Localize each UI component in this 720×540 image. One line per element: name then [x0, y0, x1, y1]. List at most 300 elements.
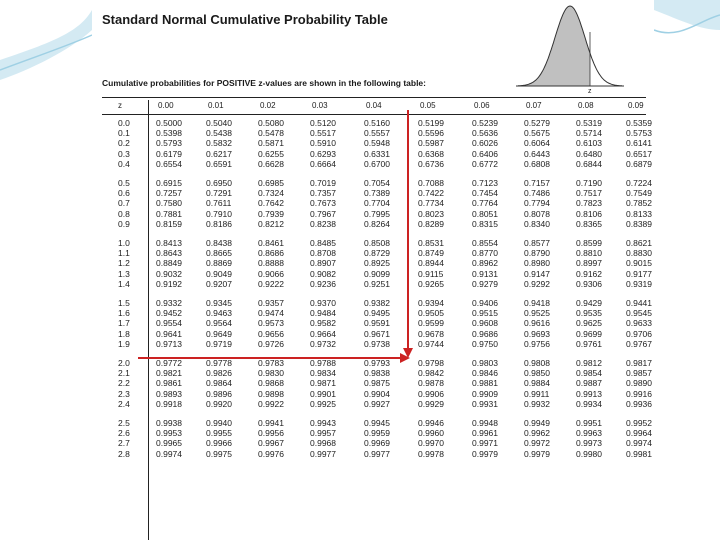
probability-cell: 0.7764: [472, 198, 498, 209]
column-header: 0.02: [260, 101, 276, 110]
probability-cell: 0.7257: [156, 188, 182, 199]
probability-cell: 0.7642: [258, 198, 284, 209]
probability-cell: 0.9222: [258, 278, 284, 289]
probability-cell: 0.9582: [310, 318, 336, 329]
probability-cell: 0.9884: [524, 378, 550, 389]
probability-cell: 0.5438: [206, 128, 232, 139]
probability-cell: 0.5279: [524, 118, 550, 128]
probability-cell: 0.8389: [626, 218, 652, 229]
probability-cell: 0.9484: [310, 308, 336, 319]
probability-cell: 0.9633: [626, 318, 652, 329]
probability-cell: 0.9821: [156, 368, 182, 379]
probability-cell: 0.9370: [310, 298, 336, 308]
probability-cell: 0.9861: [156, 378, 182, 389]
probability-cell: 0.9162: [576, 268, 602, 279]
probability-cell: 0.6443: [524, 148, 550, 159]
probability-cell: 0.9788: [310, 358, 336, 368]
probability-cell: 0.6844: [576, 158, 602, 169]
table-row: [102, 338, 652, 349]
probability-cell: 0.9082: [310, 268, 336, 279]
probability-cell: 0.8133: [626, 208, 652, 219]
table-row: [102, 328, 652, 339]
probability-cell: 0.9976: [258, 448, 284, 459]
table-row: [102, 398, 652, 409]
z-value-cell: 2.7: [118, 438, 130, 449]
z-value-cell: 2.8: [118, 448, 130, 459]
probability-cell: 0.9656: [258, 328, 284, 339]
z-value-cell: 2.4: [118, 398, 130, 409]
probability-cell: 0.9015: [626, 258, 652, 269]
probability-cell: 0.9429: [576, 298, 602, 308]
probability-cell: 0.9591: [364, 318, 390, 329]
probability-cell: 0.9719: [206, 338, 232, 349]
probability-cell: 0.9474: [258, 308, 284, 319]
probability-cell: 0.9147: [524, 268, 550, 279]
probability-cell: 0.9959: [364, 428, 390, 439]
probability-cell: 0.9767: [626, 338, 652, 349]
probability-cell: 0.8729: [364, 248, 390, 259]
probability-cell: 0.9938: [156, 418, 182, 428]
probability-cell: 0.8078: [524, 208, 550, 219]
probability-cell: 0.9952: [626, 418, 652, 428]
probability-cell: 0.9535: [576, 308, 602, 319]
probability-cell: 0.9826: [206, 368, 232, 379]
probability-cell: 0.8577: [524, 238, 550, 248]
column-header: 0.07: [526, 101, 542, 110]
probability-cell: 0.9545: [626, 308, 652, 319]
table-row: [102, 298, 652, 308]
probability-cell: 0.5675: [524, 128, 550, 139]
probability-cell: 0.6179: [156, 148, 182, 159]
probability-cell: 0.9909: [472, 388, 498, 399]
probability-cell: 0.6331: [364, 148, 390, 159]
probability-cell: 0.9953: [156, 428, 182, 439]
table-row: [102, 428, 652, 439]
z-value-cell: 2.1: [118, 368, 130, 379]
probability-cell: 0.9904: [364, 388, 390, 399]
probability-cell: 0.9793: [364, 358, 390, 368]
probability-cell: 0.9927: [364, 398, 390, 409]
table-row: [102, 268, 652, 279]
probability-cell: 0.8980: [524, 258, 550, 269]
table-row: [102, 438, 652, 449]
probability-cell: 0.9979: [472, 448, 498, 459]
probability-cell: 0.6915: [156, 178, 182, 188]
probability-cell: 0.5517: [310, 128, 336, 139]
probability-cell: 0.9881: [472, 378, 498, 389]
probability-cell: 0.7704: [364, 198, 390, 209]
probability-cell: 0.7517: [576, 188, 602, 199]
probability-cell: 0.5239: [472, 118, 498, 128]
probability-cell: 0.9922: [258, 398, 284, 409]
table-row: [102, 258, 652, 269]
table-row: [102, 418, 652, 428]
probability-cell: 0.8051: [472, 208, 498, 219]
probability-cell: 0.6293: [310, 148, 336, 159]
z-value-cell: 2.0: [118, 358, 130, 368]
probability-cell: 0.9890: [626, 378, 652, 389]
probability-cell: 0.5910: [310, 138, 336, 149]
probability-cell: 0.9857: [626, 368, 652, 379]
probability-cell: 0.8830: [626, 248, 652, 259]
probability-cell: 0.9756: [524, 338, 550, 349]
probability-cell: 0.9265: [418, 278, 444, 289]
probability-cell: 0.8962: [472, 258, 498, 269]
probability-cell: 0.5753: [626, 128, 652, 139]
probability-cell: 0.5948: [364, 138, 390, 149]
bell-curve-icon: [512, 2, 627, 94]
probability-cell: 0.9846: [472, 368, 498, 379]
probability-cell: 0.9932: [524, 398, 550, 409]
table-subtitle: Cumulative probabilities for POSITIVE z-values are shown in the following table:: [102, 78, 426, 88]
probability-cell: 0.8925: [364, 258, 390, 269]
probability-cell: 0.9131: [472, 268, 498, 279]
probability-cell: 0.8643: [156, 248, 182, 259]
probability-cell: 0.9941: [258, 418, 284, 428]
probability-cell: 0.9834: [310, 368, 336, 379]
probability-cell: 0.9934: [576, 398, 602, 409]
probability-cell: 0.9972: [524, 438, 550, 449]
probability-cell: 0.9738: [364, 338, 390, 349]
probability-cell: 0.9345: [206, 298, 232, 308]
z-value-cell: 2.2: [118, 378, 130, 389]
column-header: 0.04: [366, 101, 382, 110]
probability-cell: 0.9726: [258, 338, 284, 349]
probability-cell: 0.9525: [524, 308, 550, 319]
probability-cell: 0.9803: [472, 358, 498, 368]
table-row: [102, 388, 652, 399]
probability-cell: 0.9798: [418, 358, 444, 368]
z-value-cell: 1.2: [118, 258, 130, 269]
probability-cell: 0.9901: [310, 388, 336, 399]
probability-cell: 0.8289: [418, 218, 444, 229]
z-value-cell: 0.6: [118, 188, 130, 199]
z-value-cell: 1.8: [118, 328, 130, 339]
probability-cell: 0.9838: [364, 368, 390, 379]
probability-cell: 0.8186: [206, 218, 232, 229]
probability-cell: 0.8554: [472, 238, 498, 248]
probability-cell: 0.8790: [524, 248, 550, 259]
probability-cell: 0.5596: [418, 128, 444, 139]
table-row: [102, 208, 652, 219]
probability-cell: 0.8023: [418, 208, 444, 219]
probability-cell: 0.8708: [310, 248, 336, 259]
z-value-cell: 2.5: [118, 418, 130, 428]
probability-cell: 0.8749: [418, 248, 444, 259]
probability-cell: 0.7357: [310, 188, 336, 199]
table-row: [102, 178, 652, 188]
probability-cell: 0.9961: [472, 428, 498, 439]
probability-cell: 0.6406: [472, 148, 498, 159]
probability-cell: 0.9778: [206, 358, 232, 368]
probability-cell: 0.9920: [206, 398, 232, 409]
z-value-cell: 2.3: [118, 388, 130, 399]
probability-cell: 0.9906: [418, 388, 444, 399]
probability-cell: 0.9956: [258, 428, 284, 439]
probability-cell: 0.5832: [206, 138, 232, 149]
probability-cell: 0.7019: [310, 178, 336, 188]
z-value-cell: 0.1: [118, 128, 130, 139]
probability-cell: 0.6554: [156, 158, 182, 169]
probability-cell: 0.9977: [364, 448, 390, 459]
probability-cell: 0.9452: [156, 308, 182, 319]
z-value-cell: 1.4: [118, 278, 130, 289]
column-header: 0.06: [474, 101, 490, 110]
probability-cell: 0.9441: [626, 298, 652, 308]
column-header: 0.01: [208, 101, 224, 110]
probability-cell: 0.9616: [524, 318, 550, 329]
probability-cell: 0.7673: [310, 198, 336, 209]
table-row: [102, 278, 652, 289]
table-row: [102, 248, 652, 259]
probability-cell: 0.9965: [156, 438, 182, 449]
probability-cell: 0.7794: [524, 198, 550, 209]
probability-cell: 0.6026: [472, 138, 498, 149]
probability-cell: 0.7995: [364, 208, 390, 219]
probability-cell: 0.7580: [156, 198, 182, 209]
probability-cell: 0.9292: [524, 278, 550, 289]
probability-cell: 0.9049: [206, 268, 232, 279]
probability-cell: 0.9783: [258, 358, 284, 368]
probability-cell: 0.9599: [418, 318, 444, 329]
probability-cell: 0.9406: [472, 298, 498, 308]
probability-cell: 0.9981: [626, 448, 652, 459]
probability-cell: 0.9382: [364, 298, 390, 308]
z-value-cell: 1.0: [118, 238, 130, 248]
probability-cell: 0.5120: [310, 118, 336, 128]
probability-cell: 0.8508: [364, 238, 390, 248]
probability-cell: 0.9974: [626, 438, 652, 449]
probability-cell: 0.9943: [310, 418, 336, 428]
table-top-rule: [102, 97, 646, 98]
probability-cell: 0.9812: [576, 358, 602, 368]
probability-cell: 0.9940: [206, 418, 232, 428]
probability-cell: 0.8770: [472, 248, 498, 259]
probability-cell: 0.9929: [418, 398, 444, 409]
probability-cell: 0.9957: [310, 428, 336, 439]
probability-cell: 0.9964: [626, 428, 652, 439]
z-value-cell: 0.2: [118, 138, 130, 149]
probability-cell: 0.5080: [258, 118, 284, 128]
probability-cell: 0.9949: [524, 418, 550, 428]
probability-cell: 0.7910: [206, 208, 232, 219]
probability-cell: 0.9951: [576, 418, 602, 428]
bell-z-label: z: [588, 88, 592, 94]
probability-cell: 0.9306: [576, 278, 602, 289]
probability-cell: 0.5199: [418, 118, 444, 128]
probability-cell: 0.6950: [206, 178, 232, 188]
probability-cell: 0.9177: [626, 268, 652, 279]
probability-cell: 0.5987: [418, 138, 444, 149]
probability-cell: 0.7291: [206, 188, 232, 199]
probability-cell: 0.7734: [418, 198, 444, 209]
probability-cell: 0.9319: [626, 278, 652, 289]
table-row: [102, 188, 652, 199]
probability-cell: 0.9968: [310, 438, 336, 449]
probability-cell: 0.9750: [472, 338, 498, 349]
probability-cell: 0.9980: [576, 448, 602, 459]
probability-cell: 0.9279: [472, 278, 498, 289]
z-value-cell: 1.3: [118, 268, 130, 279]
probability-cell: 0.8849: [156, 258, 182, 269]
column-header: 0.00: [158, 101, 174, 110]
probability-cell: 0.9948: [472, 418, 498, 428]
probability-cell: 0.8159: [156, 218, 182, 229]
z-value-cell: 1.7: [118, 318, 130, 329]
probability-cell: 0.9967: [258, 438, 284, 449]
probability-cell: 0.9936: [626, 398, 652, 409]
probability-cell: 0.9898: [258, 388, 284, 399]
probability-cell: 0.6517: [626, 148, 652, 159]
page-title: Standard Normal Cumulative Probability Table: [102, 12, 388, 27]
probability-cell: 0.6879: [626, 158, 652, 169]
probability-cell: 0.9664: [310, 328, 336, 339]
probability-cell: 0.5871: [258, 138, 284, 149]
probability-cell: 0.9916: [626, 388, 652, 399]
probability-cell: 0.9706: [626, 328, 652, 339]
probability-cell: 0.7967: [310, 208, 336, 219]
probability-cell: 0.7454: [472, 188, 498, 199]
probability-cell: 0.8315: [472, 218, 498, 229]
probability-cell: 0.6808: [524, 158, 550, 169]
probability-cell: 0.9463: [206, 308, 232, 319]
probability-cell: 0.6628: [258, 158, 284, 169]
probability-cell: 0.9913: [576, 388, 602, 399]
table-body: [102, 116, 652, 540]
z-value-cell: 0.5: [118, 178, 130, 188]
probability-cell: 0.8997: [576, 258, 602, 269]
table-row: [102, 308, 652, 319]
probability-cell: 0.9878: [418, 378, 444, 389]
probability-cell: 0.8340: [524, 218, 550, 229]
probability-cell: 0.9772: [156, 358, 182, 368]
probability-cell: 0.9974: [156, 448, 182, 459]
probability-cell: 0.5478: [258, 128, 284, 139]
probability-cell: 0.7422: [418, 188, 444, 199]
probability-cell: 0.9979: [524, 448, 550, 459]
probability-cell: 0.9573: [258, 318, 284, 329]
probability-cell: 0.9945: [364, 418, 390, 428]
probability-cell: 0.9969: [364, 438, 390, 449]
probability-cell: 0.5319: [576, 118, 602, 128]
table-row: [102, 368, 652, 379]
probability-cell: 0.9931: [472, 398, 498, 409]
probability-cell: 0.9732: [310, 338, 336, 349]
probability-cell: 0.9744: [418, 338, 444, 349]
probability-cell: 0.9875: [364, 378, 390, 389]
probability-cell: 0.5557: [364, 128, 390, 139]
z-value-cell: 2.6: [118, 428, 130, 439]
probability-cell: 0.7549: [626, 188, 652, 199]
z-value-cell: 0.7: [118, 198, 130, 209]
probability-table-page: [92, 0, 654, 540]
probability-cell: 0.9641: [156, 328, 182, 339]
probability-cell: 0.9192: [156, 278, 182, 289]
probability-cell: 0.7224: [626, 178, 652, 188]
probability-cell: 0.8413: [156, 238, 182, 248]
probability-cell: 0.9871: [310, 378, 336, 389]
table-row: [102, 238, 652, 248]
probability-cell: 0.8686: [258, 248, 284, 259]
column-header: 0.08: [578, 101, 594, 110]
probability-cell: 0.5000: [156, 118, 182, 128]
probability-cell: 0.9887: [576, 378, 602, 389]
probability-cell: 0.9554: [156, 318, 182, 329]
probability-cell: 0.9925: [310, 398, 336, 409]
probability-cell: 0.9332: [156, 298, 182, 308]
table-row: [102, 218, 652, 229]
probability-cell: 0.9671: [364, 328, 390, 339]
probability-cell: 0.9808: [524, 358, 550, 368]
table-row: [102, 118, 652, 128]
probability-cell: 0.7324: [258, 188, 284, 199]
probability-cell: 0.9066: [258, 268, 284, 279]
table-row: [102, 128, 652, 139]
probability-cell: 0.7852: [626, 198, 652, 209]
probability-cell: 0.5359: [626, 118, 652, 128]
probability-cell: 0.6772: [472, 158, 498, 169]
probability-cell: 0.8106: [576, 208, 602, 219]
probability-cell: 0.6368: [418, 148, 444, 159]
probability-cell: 0.8599: [576, 238, 602, 248]
probability-cell: 0.9955: [206, 428, 232, 439]
z-value-cell: 0.4: [118, 158, 130, 169]
probability-cell: 0.6480: [576, 148, 602, 159]
probability-cell: 0.9970: [418, 438, 444, 449]
probability-cell: 0.9713: [156, 338, 182, 349]
column-header: 0.03: [312, 101, 328, 110]
probability-cell: 0.9515: [472, 308, 498, 319]
table-row: [102, 158, 652, 169]
probability-cell: 0.7881: [156, 208, 182, 219]
z-value-cell: 1.5: [118, 298, 130, 308]
probability-cell: 0.6664: [310, 158, 336, 169]
probability-cell: 0.9893: [156, 388, 182, 399]
probability-cell: 0.8238: [310, 218, 336, 229]
probability-cell: 0.9966: [206, 438, 232, 449]
probability-cell: 0.8438: [206, 238, 232, 248]
probability-cell: 0.8264: [364, 218, 390, 229]
probability-cell: 0.8531: [418, 238, 444, 248]
z-value-cell: 0.0: [118, 118, 130, 128]
probability-cell: 0.9357: [258, 298, 284, 308]
column-header: 0.05: [420, 101, 436, 110]
probability-cell: 0.9868: [258, 378, 284, 389]
probability-cell: 0.8365: [576, 218, 602, 229]
probability-cell: 0.7939: [258, 208, 284, 219]
probability-cell: 0.9960: [418, 428, 444, 439]
probability-cell: 0.7486: [524, 188, 550, 199]
probability-cell: 0.8944: [418, 258, 444, 269]
probability-cell: 0.9115: [418, 268, 444, 279]
probability-cell: 0.5793: [156, 138, 182, 149]
probability-cell: 0.9693: [524, 328, 550, 339]
probability-cell: 0.9963: [576, 428, 602, 439]
probability-cell: 0.5636: [472, 128, 498, 139]
probability-cell: 0.9495: [364, 308, 390, 319]
column-header: z: [118, 101, 122, 110]
probability-cell: 0.9946: [418, 418, 444, 428]
probability-cell: 0.9608: [472, 318, 498, 329]
probability-cell: 0.9854: [576, 368, 602, 379]
probability-cell: 0.5160: [364, 118, 390, 128]
table-row: [102, 448, 652, 459]
probability-cell: 0.8621: [626, 238, 652, 248]
probability-cell: 0.9678: [418, 328, 444, 339]
table-row: [102, 138, 652, 149]
probability-cell: 0.7611: [206, 198, 232, 209]
probability-cell: 0.6700: [364, 158, 390, 169]
